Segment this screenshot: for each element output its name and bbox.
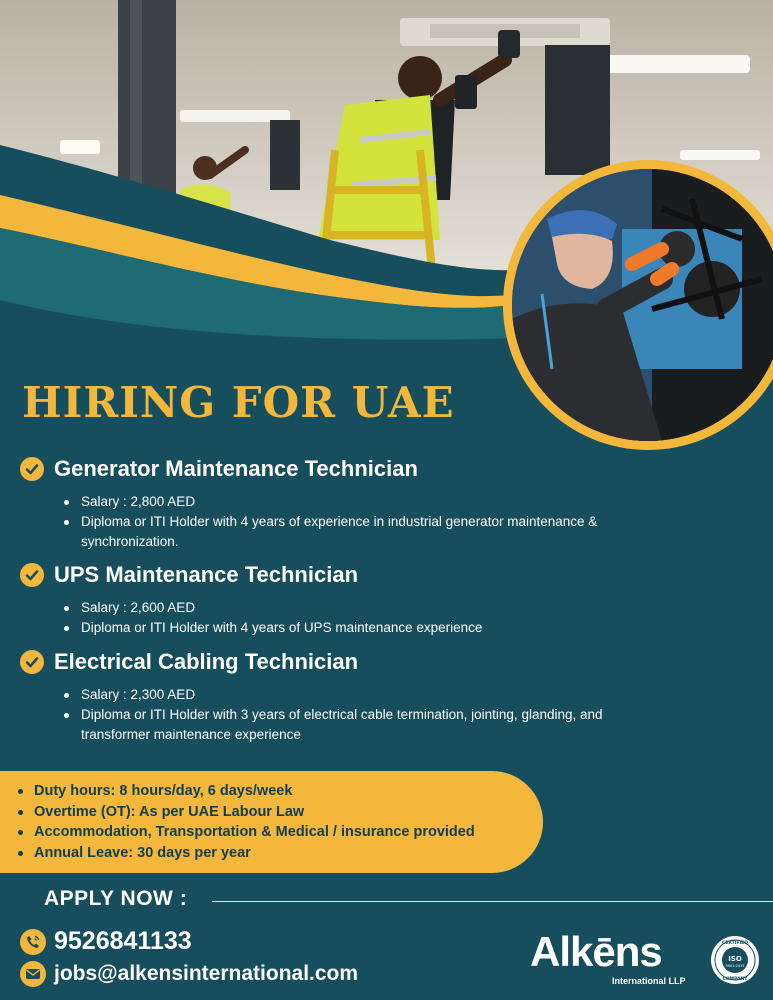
job-requirement: Diploma or ITI Holder with 4 years of UPS maintenance experience — [64, 618, 660, 638]
job-salary: Salary : 2,300 AED — [64, 685, 660, 705]
job-title-row — [20, 456, 660, 482]
job-generator-technician — [20, 456, 660, 552]
job-details — [64, 492, 660, 552]
job-title-row — [20, 649, 660, 675]
page-title: HIRING FOR UAE — [22, 378, 455, 427]
seal-text-standard: 9001:2015 — [725, 964, 745, 968]
seal-text-bottom: COMPANY — [722, 977, 748, 982]
check-circle-icon — [20, 650, 44, 674]
company-logo — [526, 928, 706, 988]
job-title: Electrical Cabling Technician — [54, 649, 359, 674]
check-circle-icon — [20, 563, 44, 587]
benefit-annual-leave: Annual Leave: 30 days per year — [18, 843, 543, 864]
technician-circle-photo — [512, 169, 773, 441]
phone-icon — [20, 929, 46, 955]
job-details — [64, 598, 660, 638]
job-requirement: Diploma or ITI Holder with 3 years of electrical cable termination, jointing, glanding, and transformer maintenance experience — [64, 705, 660, 745]
benefit-overtime: Overtime (OT): As per UAE Labour Law — [18, 802, 543, 823]
company-name: Alkēns — [530, 928, 662, 975]
email-address[interactable]: jobs@alkensinternational.com — [54, 962, 359, 985]
benefit-duty-hours: Duty hours: 8 hours/day, 6 days/week — [18, 781, 543, 802]
job-requirement: Diploma or ITI Holder with 4 years of experience in industrial generator maintenance & synchronization. — [64, 512, 660, 552]
job-title: Generator Maintenance Technician — [54, 456, 418, 481]
job-salary: Salary : 2,600 AED — [64, 598, 660, 618]
job-title-row — [20, 562, 660, 588]
seal-text-top: CERTIFIED — [722, 941, 748, 946]
job-title: UPS Maintenance Technician — [54, 562, 359, 587]
benefit-accommodation: Accommodation, Transportation & Medical / insurance provided — [18, 822, 543, 843]
phone-number[interactable]: 9526841133 — [54, 927, 192, 955]
phone-contact[interactable] — [20, 927, 192, 956]
job-details — [64, 685, 660, 745]
benefits-list — [0, 771, 543, 863]
job-ups-technician — [20, 562, 660, 638]
email-contact[interactable] — [20, 961, 358, 987]
company-subtitle: International LLP — [612, 976, 686, 986]
check-circle-icon — [20, 457, 44, 481]
seal-text-iso: ISO — [728, 955, 742, 963]
envelope-icon — [20, 961, 46, 987]
iso-certified-seal — [710, 935, 760, 985]
apply-heading: APPLY NOW : — [44, 887, 188, 910]
job-cabling-technician — [20, 649, 660, 745]
job-salary: Salary : 2,800 AED — [64, 492, 660, 512]
apply-divider — [212, 901, 773, 902]
benefits-box — [0, 771, 543, 873]
